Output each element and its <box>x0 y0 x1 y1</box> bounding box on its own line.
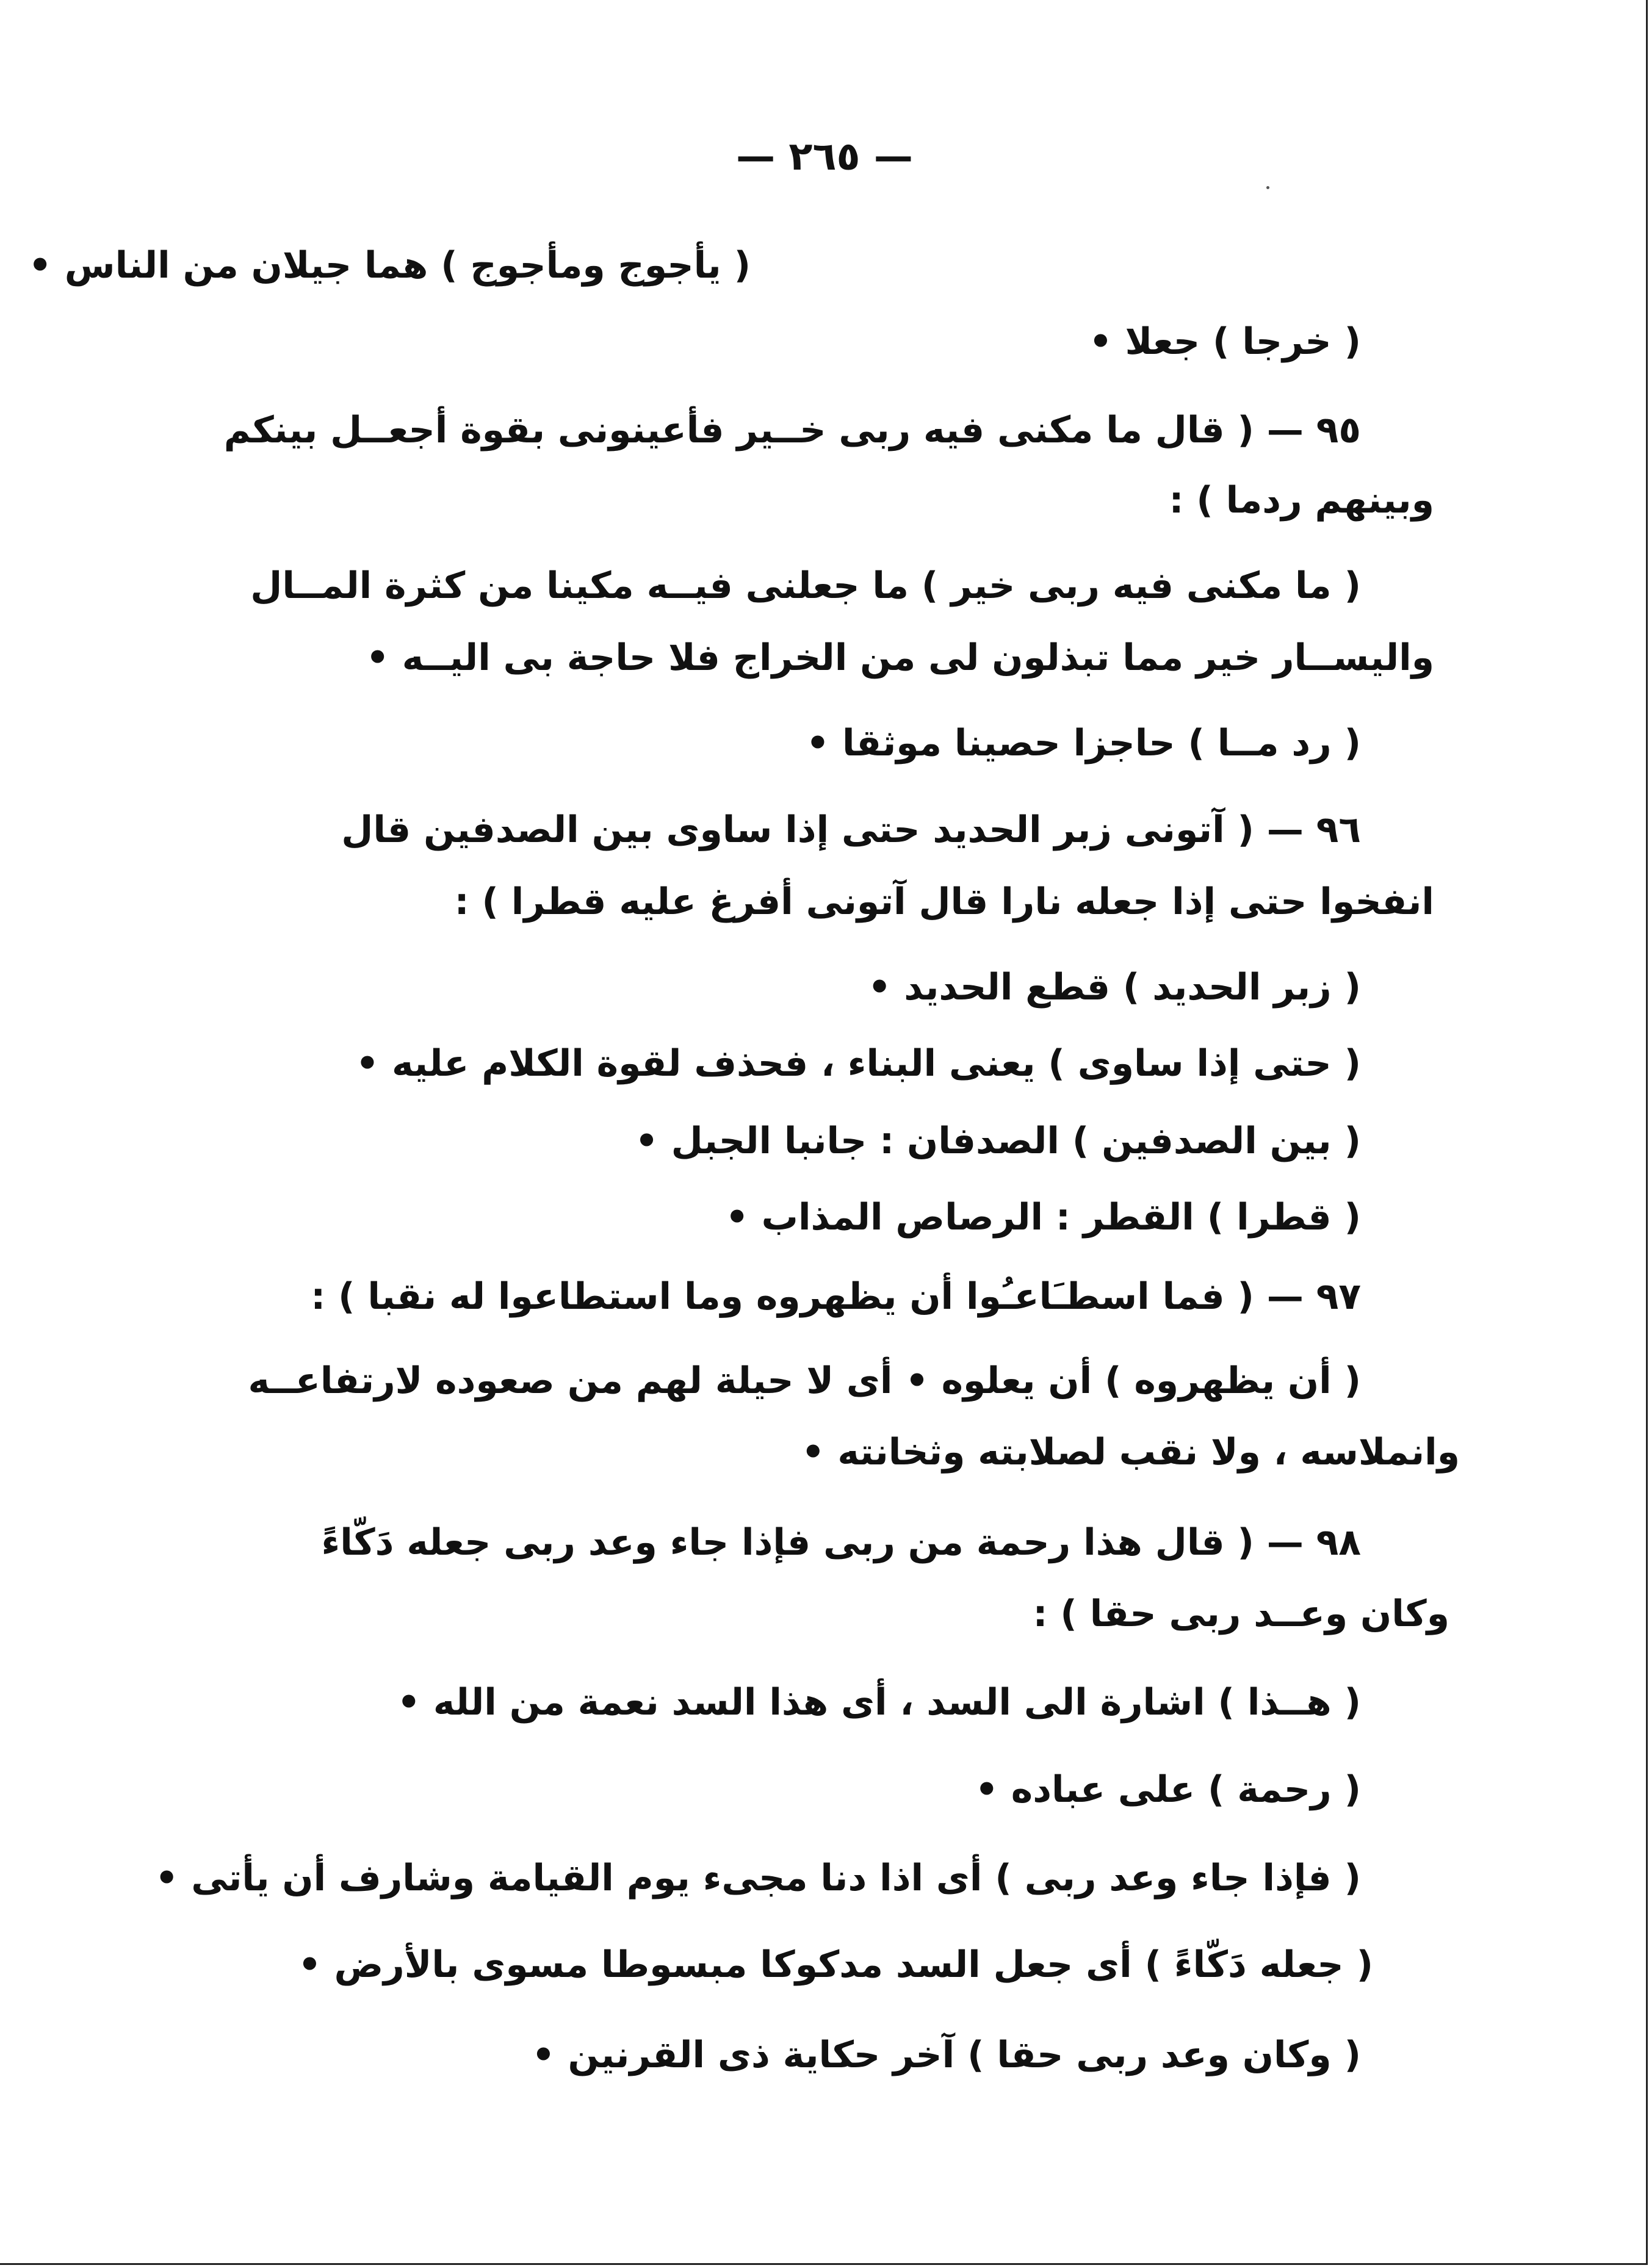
text-line: ٩٨ — ( قال هذا رحمة من ربى فإذا جاء وعد ربى جعله دَكّاءً <box>321 1521 1361 1564</box>
text-line: ( زبر الحديد ) قطع الحديد • <box>867 966 1361 1009</box>
text-line: ( قطرا ) القطر : الرصاص المذاب • <box>725 1196 1361 1239</box>
text-line: ( رد مــا ) حاجزا حصينا موثقا • <box>806 722 1361 765</box>
text-line: وبينهم ردما ) : <box>1169 479 1434 522</box>
text-line: واليســار خير مما تبذلون لى من الخراج فلا حاجة بى اليــه • <box>366 636 1434 679</box>
page-number: — ٢٦٥ — <box>736 134 913 179</box>
text-line: ٩٧ — ( فما اسطـَاعـُوا أن يظهروه وما استطاعوا له نقبا ) : <box>311 1275 1361 1318</box>
text-line: ( فإذا جاء وعد ربى ) أى اذا دنا مجىء يوم القيامة وشارف أن يأتى • <box>154 1857 1361 1899</box>
text-line: ( وكان وعد ربى حقا ) آخر حكاية ذى القرنين • <box>532 2034 1361 2076</box>
text-line: ( خرجا ) جعلا • <box>1089 320 1361 363</box>
text-line: ( رحمة ) على عباده • <box>975 1768 1361 1811</box>
text-line: انفخوا حتى إذا جعله نارا قال آتونى أفرغ عليه قطرا ) : <box>454 880 1434 923</box>
scan-speck <box>1266 186 1269 189</box>
text-line: ٩٥ — ( قال ما مكنى فيه ربى خــير فأعينونى بقوة أجعــل بينكم <box>223 409 1361 452</box>
text-line: وكان وعــد ربى حقا ) : <box>1033 1593 1449 1635</box>
text-line: ( هــذا ) اشارة الى السد ، أى هذا السد نعمة من الله • <box>397 1681 1361 1724</box>
text-line: ( أن يظهروه ) أن يعلوه • أى لا حيلة لهم من صعوده لارتفاعــه <box>248 1359 1361 1402</box>
text-line: ( بين الصدفين ) الصدفان : جانبا الجبل • <box>635 1120 1361 1162</box>
text-line: ( جعله دَكّاءً ) أى جعل السد مدكوكا مبسوطا مسوى بالأرض • <box>298 1943 1373 1986</box>
text-line: ( ما مكنى فيه ربى خير ) ما جعلنى فيــه مكينا من كثرة المــال <box>250 564 1361 607</box>
text-line: وانملاسه ، ولا نقب لصلابته وثخانته • <box>801 1431 1460 1474</box>
text-line: ٩٦ — ( آتونى زبر الحديد حتى إذا ساوى بين الصدفين قال <box>341 808 1361 851</box>
text-line: ( يأجوج ومأجوج ) هما جيلان من الناس • <box>28 244 751 287</box>
text-line: ( حتى إذا ساوى ) يعنى البناء ، فحذف لقوة الكلام عليه • <box>355 1042 1361 1085</box>
